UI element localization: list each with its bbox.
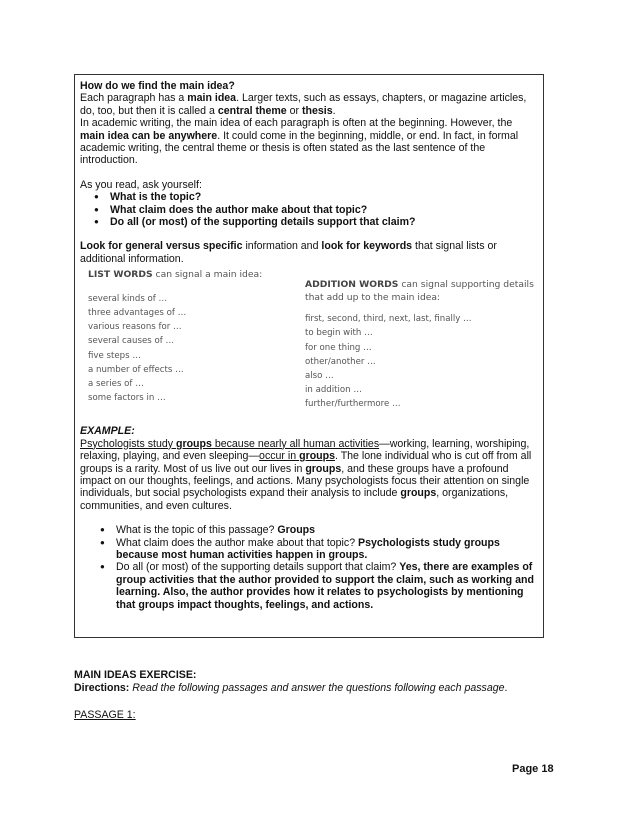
list-item: first, second, third, next, last, finally … [305,314,472,325]
signal-words-figure [80,269,538,419]
list-item: to begin with … [305,328,373,339]
list-item: ● What is the topic of this passage? Groups [116,524,538,536]
page-number: Page 18 [512,763,554,775]
main-idea-info-box [74,74,544,638]
list-item: for one thing … [305,342,372,353]
list-item: several kinds of … [88,293,168,304]
addition-words-heading: ADDITION WORDS can signal supporting details [305,279,534,291]
list-item: several causes of … [88,336,175,347]
list-item: other/another … [305,356,376,367]
list-item: ● What claim does the author make about that topic? [110,204,538,216]
example-label: EXAMPLE: [80,425,135,438]
addition-words-column [305,279,540,411]
list-words-column [88,269,298,405]
exercise-title: MAIN IDEAS EXERCISE: [74,669,197,681]
question-list [80,191,538,228]
list-item: five steps … [88,350,141,361]
paragraph-2: In academic writing, the main idea of each paragraph is often at the beginning. However, the main idea can be anywhere. It could come in the beginning, middle, or end. In fact, in formal academic writing, the central theme or thesis is often stated as the last sentence of the introduction. [80,117,519,167]
list-item: various reasons for … [88,322,182,333]
exercise-directions: Directions: Read the following passages and answer the questions following each passage. [74,682,508,694]
paragraph-1: Each paragraph has a main idea. Larger texts, such as essays, chapters, or magazine articles, do, too, but then it is called a central theme or thesis. [80,92,527,117]
passage-1-label: PASSAGE 1: [74,709,136,721]
list-item: ● What claim does the author make about that topic? Psychologists study groups because most human activities happen in groups. [116,537,538,562]
box-heading: How do we find the main idea? [80,80,235,92]
list-item: further/furthermore … [305,399,401,410]
list-item: some factors in … [88,393,166,404]
list-item: ● Do all (or most) of the supporting details support that claim? Yes, there are examples of group activities that the author provided to support the claim, such as working and learning. Also, the author provides how it relates to psychologists by mentioning that groups impact thoughts, feelings, and actions. [116,561,538,611]
ask-yourself: As you read, ask yourself: [80,178,202,191]
list-item: in addition … [305,385,362,396]
list-item: a series of … [88,378,144,389]
paragraph-3: Look for general versus specific information and look for keywords that signal lists or additional information. [80,240,497,265]
list-item: a number of effects … [88,364,184,375]
example-passage: Psychologists study groups because nearly all human activities—working, learning, worshiping, relaxing, playing, and even sleeping—occur in groups. The lone individual who is cut off from all groups is a rarity. Most of us live out our lives in groups, and these groups have a profound impact on our thoughts, feelings, and actions. Many psychologists focus their attention on single individuals, but social psychologists expand their analysis to include groups, organizations, communities, and even cultures. [80,437,532,512]
answer-list [80,524,538,611]
list-item: ● What is the topic? [110,191,538,203]
list-words-heading: LIST WORDS can signal a main idea: [88,269,263,281]
list-item: also … [305,370,334,381]
list-item: ● Do all (or most) of the supporting details support that claim? [110,216,538,228]
addition-words-heading-line2: that add up to the main idea: [305,291,441,303]
list-item: three advantages of … [88,307,187,318]
